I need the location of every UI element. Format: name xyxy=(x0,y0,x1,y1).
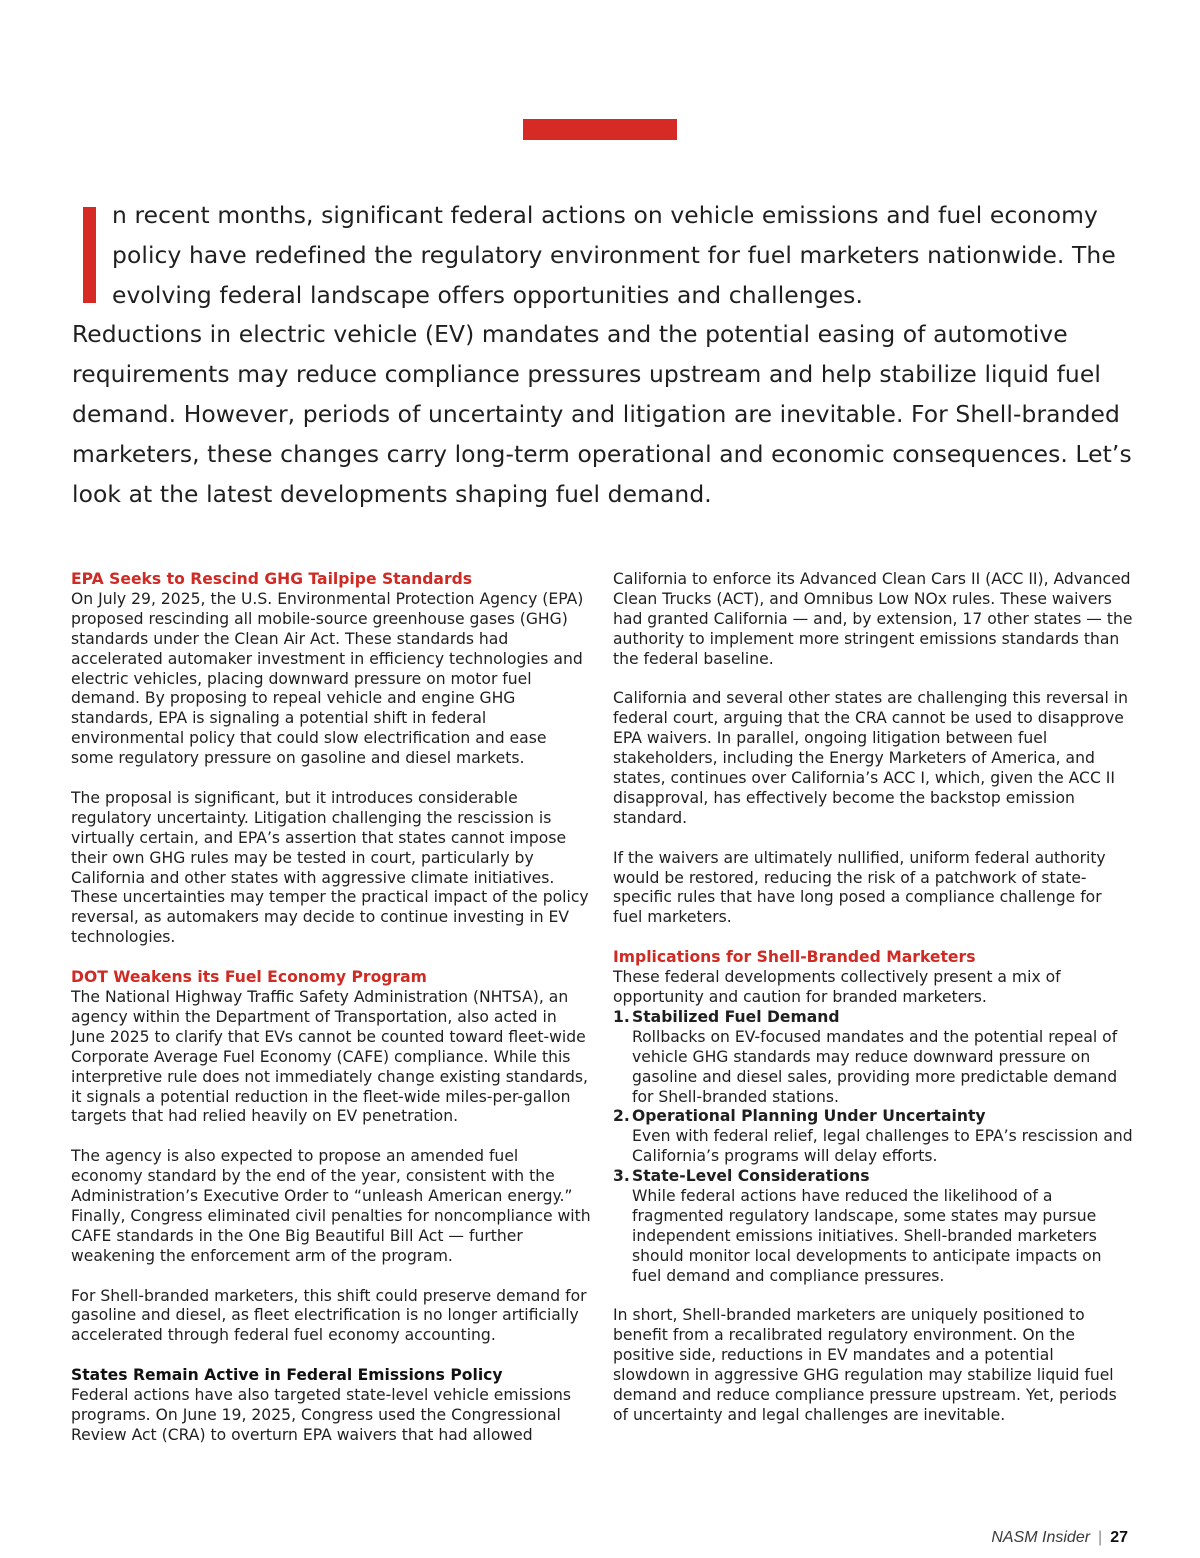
decorative-red-bar xyxy=(523,119,677,140)
page-number: 27 xyxy=(1110,1529,1128,1546)
list-item-number: 2. xyxy=(613,1107,630,1126)
list-item xyxy=(613,1107,1133,1167)
list-item-body: While federal actions have reduced the likelihood of a fragmented regulatory landscape, some states may pursue independent emissions initiatives. Shell-branded marketers should monitor local developments to anticipate impacts on fuel demand and compliance pressures. xyxy=(632,1187,1102,1285)
paragraph: Federal actions have also targeted state-level vehicle emissions programs. On June 19, 2025, Congress used the Congressional Review Act (CRA) to overturn EPA waivers that had allowed xyxy=(71,1386,572,1444)
publication-name: NASM Insider xyxy=(991,1529,1091,1546)
section-heading-states: States Remain Active in Federal Emissions Policy xyxy=(71,1366,503,1385)
intro-paragraph xyxy=(72,196,1132,514)
paragraph: The agency is also expected to propose an amended fuel economy standard by the end of the year, consistent with the Administration’s Executive Order to “unleash American energy.” Finally, Congress eliminated civil penalties for noncompliance with CAFE standards in the One Big Beautiful Bill Act — further weakening the enforcement arm of the program. xyxy=(71,1147,591,1265)
list-item-title: Stabilized Fuel Demand xyxy=(632,1007,840,1026)
list-item-title: Operational Planning Under Uncertainty xyxy=(632,1107,986,1126)
paragraph: The proposal is significant, but it introduces considerable regulatory uncertainty. Litigation challenging the rescission is virtually certain, and EPA’s assertion that states cannot impose their own GHG rules may be tested in court, particularly by California and other states with aggressive climate initiatives. These uncertainties may temper the practical impact of the policy reversal, as automakers may decide to continue investing in EV technologies. xyxy=(71,788,589,947)
left-column xyxy=(71,570,591,1466)
list-item-body: Even with federal relief, legal challenges to EPA’s rescission and California’s programs will delay efforts. xyxy=(632,1127,1133,1166)
page-footer xyxy=(991,1529,1128,1547)
list-item-title: State-Level Considerations xyxy=(632,1167,870,1186)
list-item-number: 1. xyxy=(613,1007,630,1026)
intro-rest: Reductions in electric vehicle (EV) mandates and the potential easing of automotive requirements may reduce compliance pressures upstream and help stabilize liquid fuel demand. However, periods of uncertainty and litigation are inevitable. For Shell-branded marketers, these changes carry long-term operational and economic consequences. Let’s look at the latest developments shaping fuel demand. xyxy=(72,320,1132,508)
section-heading-dot: DOT Weakens its Fuel Economy Program xyxy=(71,968,427,987)
section-heading-epa: EPA Seeks to Rescind GHG Tailpipe Standards xyxy=(71,570,473,588)
right-column xyxy=(613,570,1133,1446)
list-item-number: 3. xyxy=(613,1167,630,1186)
footer-separator: | xyxy=(1098,1529,1103,1546)
intro-first-line: n recent months, significant federal actions on vehicle emissions and fuel economy policy have redefined the regulatory environment for fuel marketers nationwide. The evolving federal landscape offers opportunities and challenges. xyxy=(112,201,1116,309)
paragraph: California to enforce its Advanced Clean Cars II (ACC II), Advanced Clean Trucks (ACT), and Omnibus Low NOx rules. These waivers had granted California — and, by extension, 17 other states — the authority to implement more stringent emissions standards than the federal baseline. xyxy=(613,570,1133,668)
paragraph: On July 29, 2025, the U.S. Environmental Protection Agency (EPA) proposed rescinding all mobile-source greenhouse gases (GHG) standards under the Clean Air Act. These standards had accelerated automaker investment in efficiency technologies and electric vehicles, placing downward pressure on motor fuel demand. By proposing to repeal vehicle and engine GHG standards, EPA is signaling a potential shift in federal environmental policy that could slow electrification and ease some regulatory pressure on gasoline and diesel markets. xyxy=(71,589,584,768)
paragraph: These federal developments collectively present a mix of opportunity and caution for branded marketers. xyxy=(613,968,1061,1006)
paragraph: For Shell-branded marketers, this shift could preserve demand for gasoline and diesel, as fleet electrification is no longer artificially accelerated through federal fuel economy accounting. xyxy=(71,1286,587,1345)
list-item-body: Rollbacks on EV-focused mandates and the potential repeal of vehicle GHG standards may reduce downward pressure on gasoline and diesel sales, providing more predictable demand for Shell-branded stations. xyxy=(632,1027,1118,1106)
paragraph: If the waivers are ultimately nullified, uniform federal authority would be restored, reducing the risk of a patchwork of state-specific rules that have long posed a compliance challenge for fuel marketers. xyxy=(613,848,1106,927)
paragraph: California and several other states are challenging this reversal in federal court, arguing that the CRA cannot be used to disapprove EPA waivers. In parallel, ongoing litigation between fuel stakeholders, including the Energy Marketers of America, and states, continues over California’s ACC I, which, given the ACC II disapproval, has effectively become the backstop emission standard. xyxy=(613,689,1128,827)
list-item xyxy=(613,1167,1133,1286)
section-heading-implications: Implications for Shell-Branded Marketers xyxy=(613,948,976,967)
implications-list xyxy=(613,1008,1133,1287)
paragraph: The National Highway Traffic Safety Administration (NHTSA), an agency within the Department of Transportation, also acted in June 2025 to clarify that EVs cannot be counted toward fleet-wide Corporate Average Fuel Economy (CAFE) compliance. While this interpretive rule does not immediately change existing standards, it signals a potential reduction in the fleet-wide miles-per-gallon targets that had relied heavily on EV penetration. xyxy=(71,988,589,1126)
paragraph: In short, Shell-branded marketers are uniquely positioned to benefit from a recalibrated regulatory environment. On the positive side, reductions in EV mandates and a potential slowdown in aggressive GHG regulation may stabilize liquid fuel demand and reduce compliance pressure upstream. Yet, periods of uncertainty and legal challenges are inevitable. xyxy=(613,1306,1117,1424)
list-item xyxy=(613,1008,1133,1108)
